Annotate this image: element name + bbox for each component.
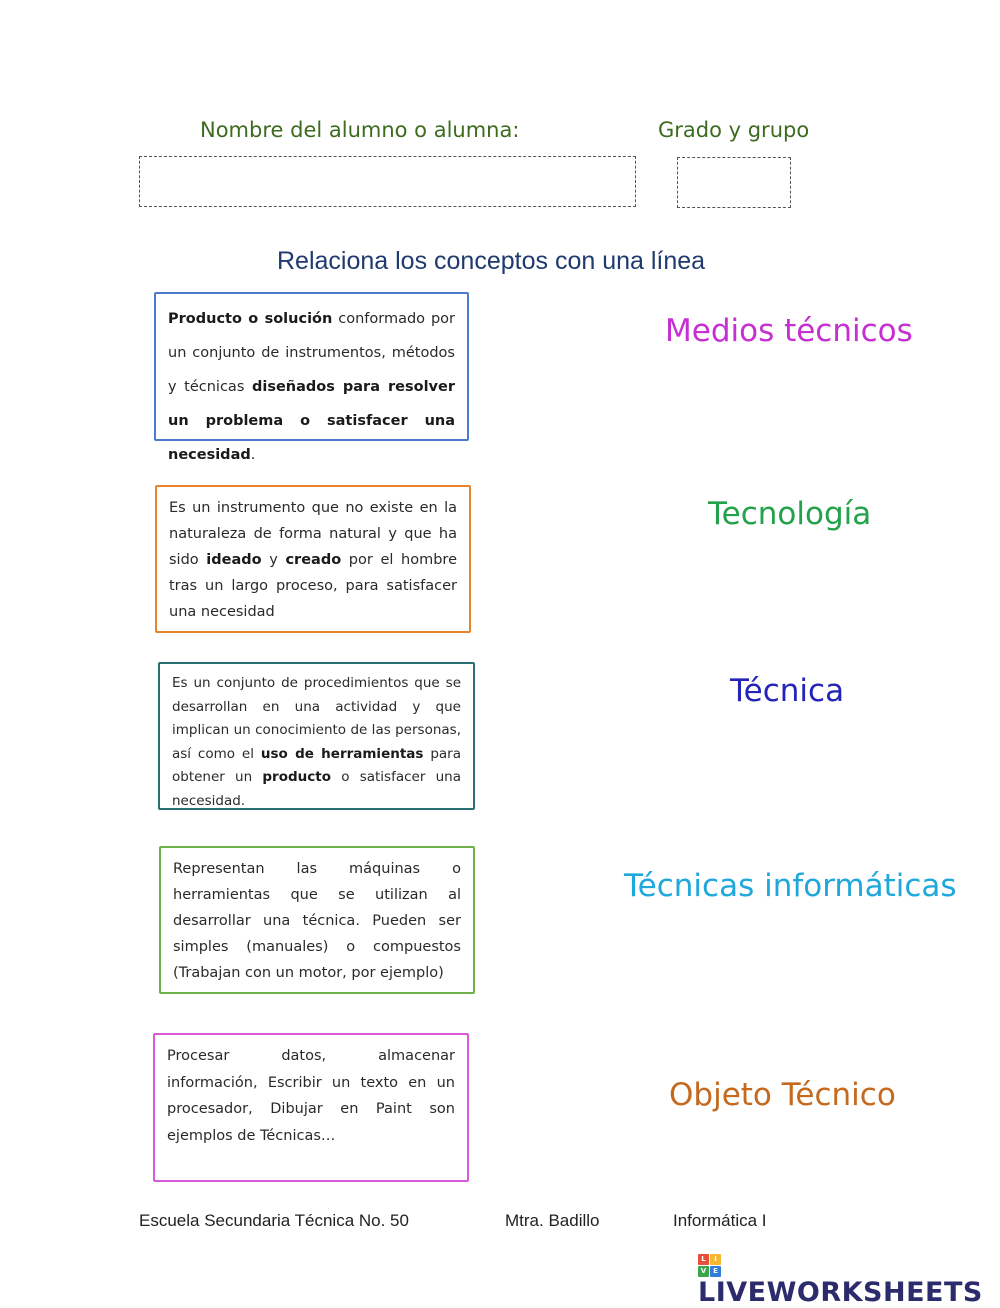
grade-group-input[interactable] [677,157,791,208]
footer-school: Escuela Secundaria Técnica No. 50 [139,1211,409,1230]
definition-text: conformado por un conjunto de instrumentos, métodos y técnicas [168,311,455,395]
definition-card-1 [154,292,469,463]
logo-cube: V [698,1266,709,1277]
brand-text: LIVEWORKSHEETS [698,1277,983,1308]
definition-card-4 [159,846,475,994]
concept-tecnologia[interactable]: Tecnología [708,496,872,532]
definition-card-2 [155,485,471,633]
logo-cube: I [710,1254,721,1265]
logo-cube: E [710,1266,721,1277]
definition-text: . [250,447,256,463]
grade-group-label: Grado y grupo [658,118,810,142]
definition-bold-text: uso de herramientas [260,745,424,762]
footer-subject: Informática I [673,1211,767,1230]
concept-tecnica[interactable]: Técnica [730,673,845,709]
definition-bold-text: Producto o solución [168,311,333,327]
definition-text: y [261,552,286,568]
definition-bold-text: creado [285,552,342,568]
definition-text: Es un conjunto de procedimientos que se desarrollan en una actividad y que implican un conocimiento de las personas, así como el [172,675,461,762]
definition-text: para obtener un [172,745,461,785]
definition-text: Representan las máquinas o herramientas que se utilizan al desarrollar una técnica. Pueden ser simples (manuales) o compuestos (Trabajan con un motor, por ejemplo) [173,861,461,981]
definition-text: Procesar datos, almacenar información, Escribir un texto en un procesador, Dibujar en Paint son ejemplos de Técnicas… [167,1048,455,1144]
instructions-title: Relaciona los conceptos con una línea [277,247,706,275]
definition-text: Es un instrumento que no existe en la naturaleza de forma natural y que ha sido [169,500,457,568]
concept-medios-tecnicos[interactable]: Medios técnicos [665,313,913,349]
definition-card-3 [158,662,475,810]
concept-tecnicas-informaticas[interactable]: Técnicas informáticas [624,868,957,904]
logo-cubes-icon [698,1254,721,1277]
definition-card-5 [153,1033,469,1182]
liveworksheets-logo [698,1254,1000,1308]
definition-bold-text: producto [262,769,331,785]
definition-bold-text: ideado [206,552,262,568]
student-name-label: Nombre del alumno o alumna: [200,118,520,142]
definition-bold-text: diseñados para resolver un problema o satisfacer una necesidad [168,379,455,463]
logo-cube: L [698,1254,709,1265]
footer-teacher: Mtra. Badillo [505,1211,600,1230]
definition-text: o satisfacer una necesidad. [172,769,461,809]
definition-text: por el hombre tras un largo proceso, para satisfacer una necesidad [169,552,457,620]
student-name-input[interactable] [139,156,636,207]
concept-objeto-tecnico[interactable]: Objeto Técnico [669,1077,896,1113]
